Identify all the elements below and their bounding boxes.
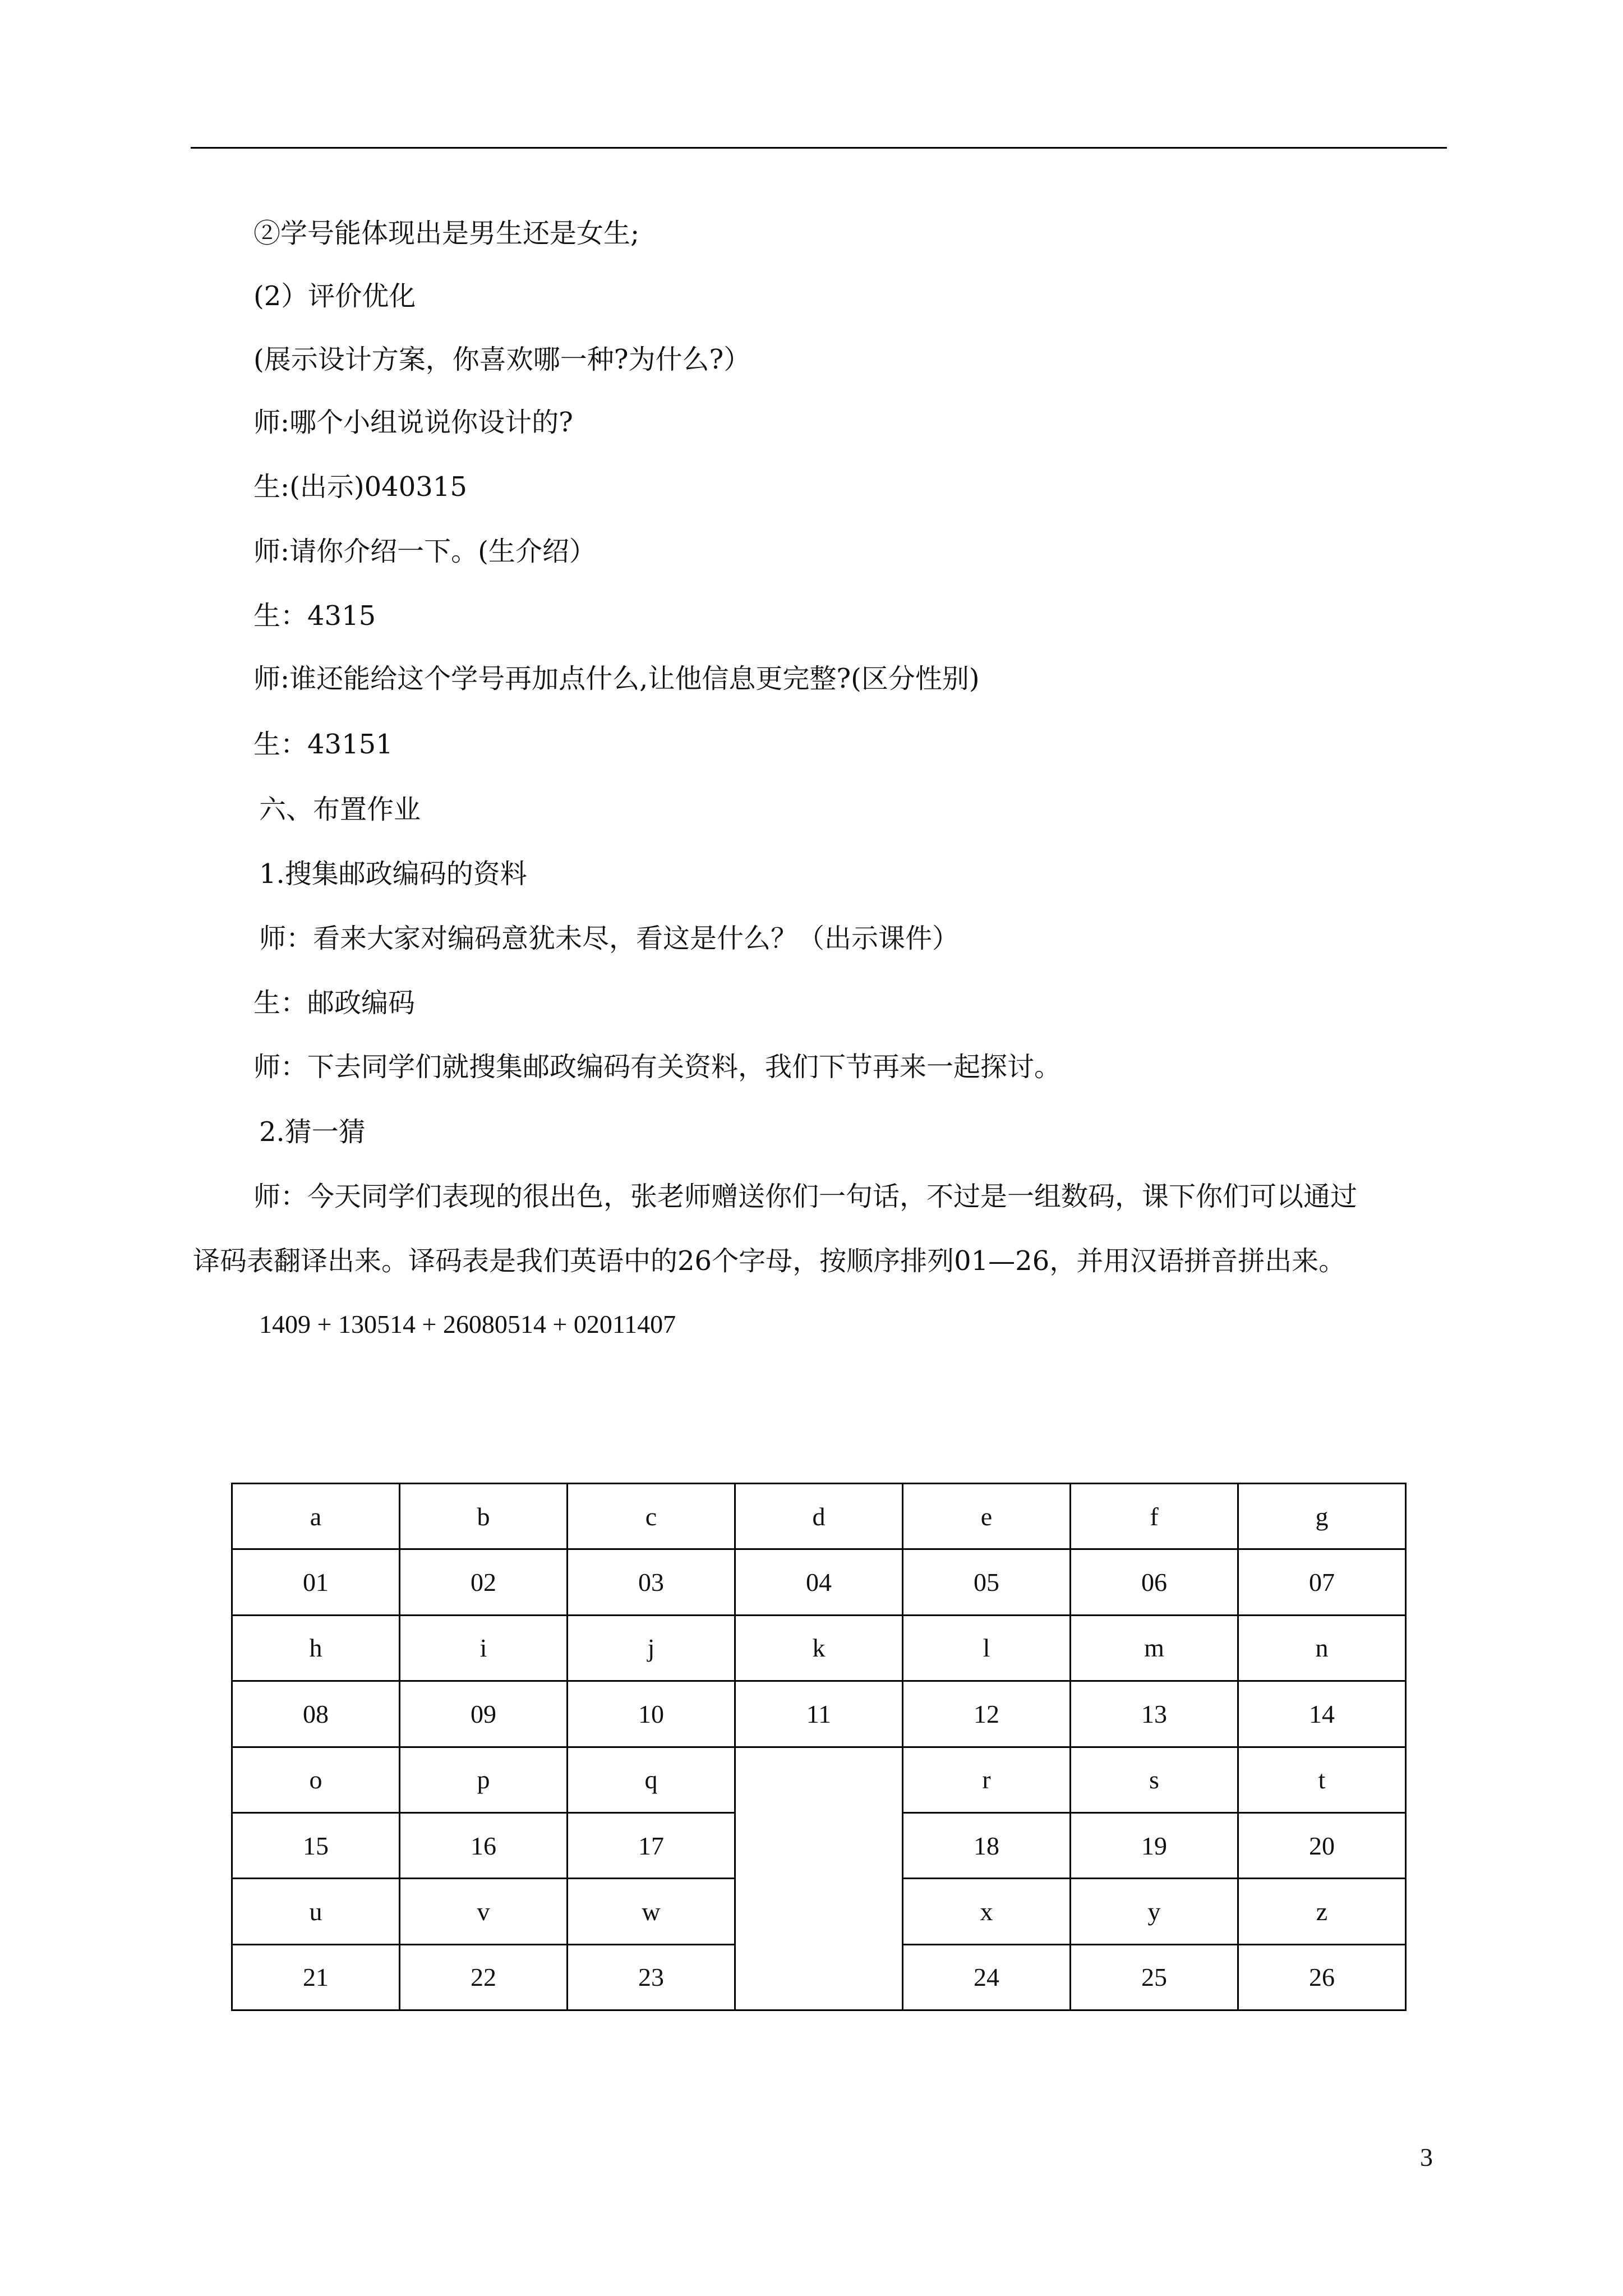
table-cell: 09 bbox=[400, 1681, 568, 1747]
table-row bbox=[232, 1681, 1406, 1747]
table-cell: l bbox=[903, 1615, 1071, 1681]
table-cell: 16 bbox=[400, 1812, 568, 1878]
table-cell: f bbox=[1071, 1484, 1238, 1549]
table-cell: 13 bbox=[1071, 1681, 1238, 1747]
text-line-11: 1.搜集邮政编码的资料 bbox=[259, 858, 527, 890]
text-line-13: 生：邮政编码 bbox=[253, 987, 416, 1019]
table-cell: x bbox=[903, 1879, 1071, 1944]
section-heading: 六、布置作业 bbox=[259, 794, 421, 825]
table-cell: 12 bbox=[903, 1681, 1071, 1747]
header-rule bbox=[191, 147, 1447, 149]
table-cell: q bbox=[568, 1747, 735, 1812]
table-cell: 18 bbox=[903, 1812, 1071, 1878]
table-cell: y bbox=[1071, 1879, 1238, 1944]
table-cell: 17 bbox=[568, 1812, 735, 1878]
table-cell: 03 bbox=[568, 1549, 735, 1615]
text-line-7: 生：4315 bbox=[253, 600, 376, 632]
table-cell: 11 bbox=[735, 1681, 903, 1747]
table-cell-merged-empty bbox=[735, 1747, 903, 2010]
table-cell: 24 bbox=[903, 1944, 1071, 2010]
table-cell: z bbox=[1238, 1879, 1406, 1944]
table-cell: i bbox=[400, 1615, 568, 1681]
text-line-2: (2）评价优化 bbox=[253, 280, 416, 312]
page-number: 3 bbox=[1420, 2143, 1433, 2171]
table-cell: b bbox=[400, 1484, 568, 1549]
table-cell: j bbox=[568, 1615, 735, 1681]
table-row bbox=[232, 1615, 1406, 1681]
table-cell: o bbox=[232, 1747, 400, 1812]
table-cell: 04 bbox=[735, 1549, 903, 1615]
table-cell: 22 bbox=[400, 1944, 568, 2010]
table-cell: 26 bbox=[1238, 1944, 1406, 2010]
table-cell: g bbox=[1238, 1484, 1406, 1549]
table-cell: v bbox=[400, 1879, 568, 1944]
table-cell: s bbox=[1071, 1747, 1238, 1812]
table-cell: 01 bbox=[232, 1549, 400, 1615]
code-table bbox=[231, 1483, 1407, 2011]
table-row bbox=[232, 1747, 1406, 1812]
table-cell: 20 bbox=[1238, 1812, 1406, 1878]
table-cell: p bbox=[400, 1747, 568, 1812]
table-cell: 06 bbox=[1071, 1549, 1238, 1615]
table-cell: r bbox=[903, 1747, 1071, 1812]
text-line-6: 师:请你介绍一下。(生介绍） bbox=[253, 536, 596, 567]
table-cell: 25 bbox=[1071, 1944, 1238, 2010]
table-cell: 08 bbox=[232, 1681, 400, 1747]
table-row bbox=[232, 1484, 1406, 1549]
table-cell: 10 bbox=[568, 1681, 735, 1747]
table-cell: 05 bbox=[903, 1549, 1071, 1615]
text-line-12: 师：看来大家对编码意犹未尽，看这是什么？（出示课件） bbox=[259, 923, 960, 954]
table-row bbox=[232, 1549, 1406, 1615]
text-line-9: 生：43151 bbox=[253, 729, 393, 760]
text-line-16: 师：今天同学们表现的很出色，张老师赠送你们一句话，不过是一组数码，课下你们可以通过 bbox=[253, 1181, 1358, 1212]
code-formula: 1409 + 130514 + 26080514 + 02011407 bbox=[259, 1310, 676, 1338]
table-cell: m bbox=[1071, 1615, 1238, 1681]
table-cell: 21 bbox=[232, 1944, 400, 2010]
table-cell: 23 bbox=[568, 1944, 735, 2010]
text-line-8: 师:谁还能给这个学号再加点什么,让他信息更完整?(区分性别) bbox=[253, 663, 980, 694]
text-line-15: 2.猜一猜 bbox=[259, 1116, 366, 1148]
text-line-3: (展示设计方案，你喜欢哪一种?为什么?） bbox=[253, 344, 751, 375]
text-line-4: 师:哪个小组说说你设计的? bbox=[253, 407, 573, 438]
text-line-5: 生:(出示)040315 bbox=[253, 471, 467, 503]
table-cell: 14 bbox=[1238, 1681, 1406, 1747]
table-cell: u bbox=[232, 1879, 400, 1944]
table-cell: t bbox=[1238, 1747, 1406, 1812]
text-line-17: 译码表翻译出来。译码表是我们英语中的26个字母，按顺序排列01—26，并用汉语拼音拼出来。 bbox=[193, 1245, 1346, 1277]
table-cell: d bbox=[735, 1484, 903, 1549]
text-line-1: ②学号能体现出是男生还是女生; bbox=[253, 218, 640, 249]
table-cell: h bbox=[232, 1615, 400, 1681]
table-cell: 19 bbox=[1071, 1812, 1238, 1878]
text-line-14: 师：下去同学们就搜集邮政编码有关资料，我们下节再来一起探讨。 bbox=[253, 1051, 1062, 1083]
table-cell: n bbox=[1238, 1615, 1406, 1681]
table-cell: w bbox=[568, 1879, 735, 1944]
table-cell: k bbox=[735, 1615, 903, 1681]
table-cell: 02 bbox=[400, 1549, 568, 1615]
table-cell: e bbox=[903, 1484, 1071, 1549]
table-cell: 15 bbox=[232, 1812, 400, 1878]
table-cell: 07 bbox=[1238, 1549, 1406, 1615]
table-cell: a bbox=[232, 1484, 400, 1549]
table-cell: c bbox=[568, 1484, 735, 1549]
